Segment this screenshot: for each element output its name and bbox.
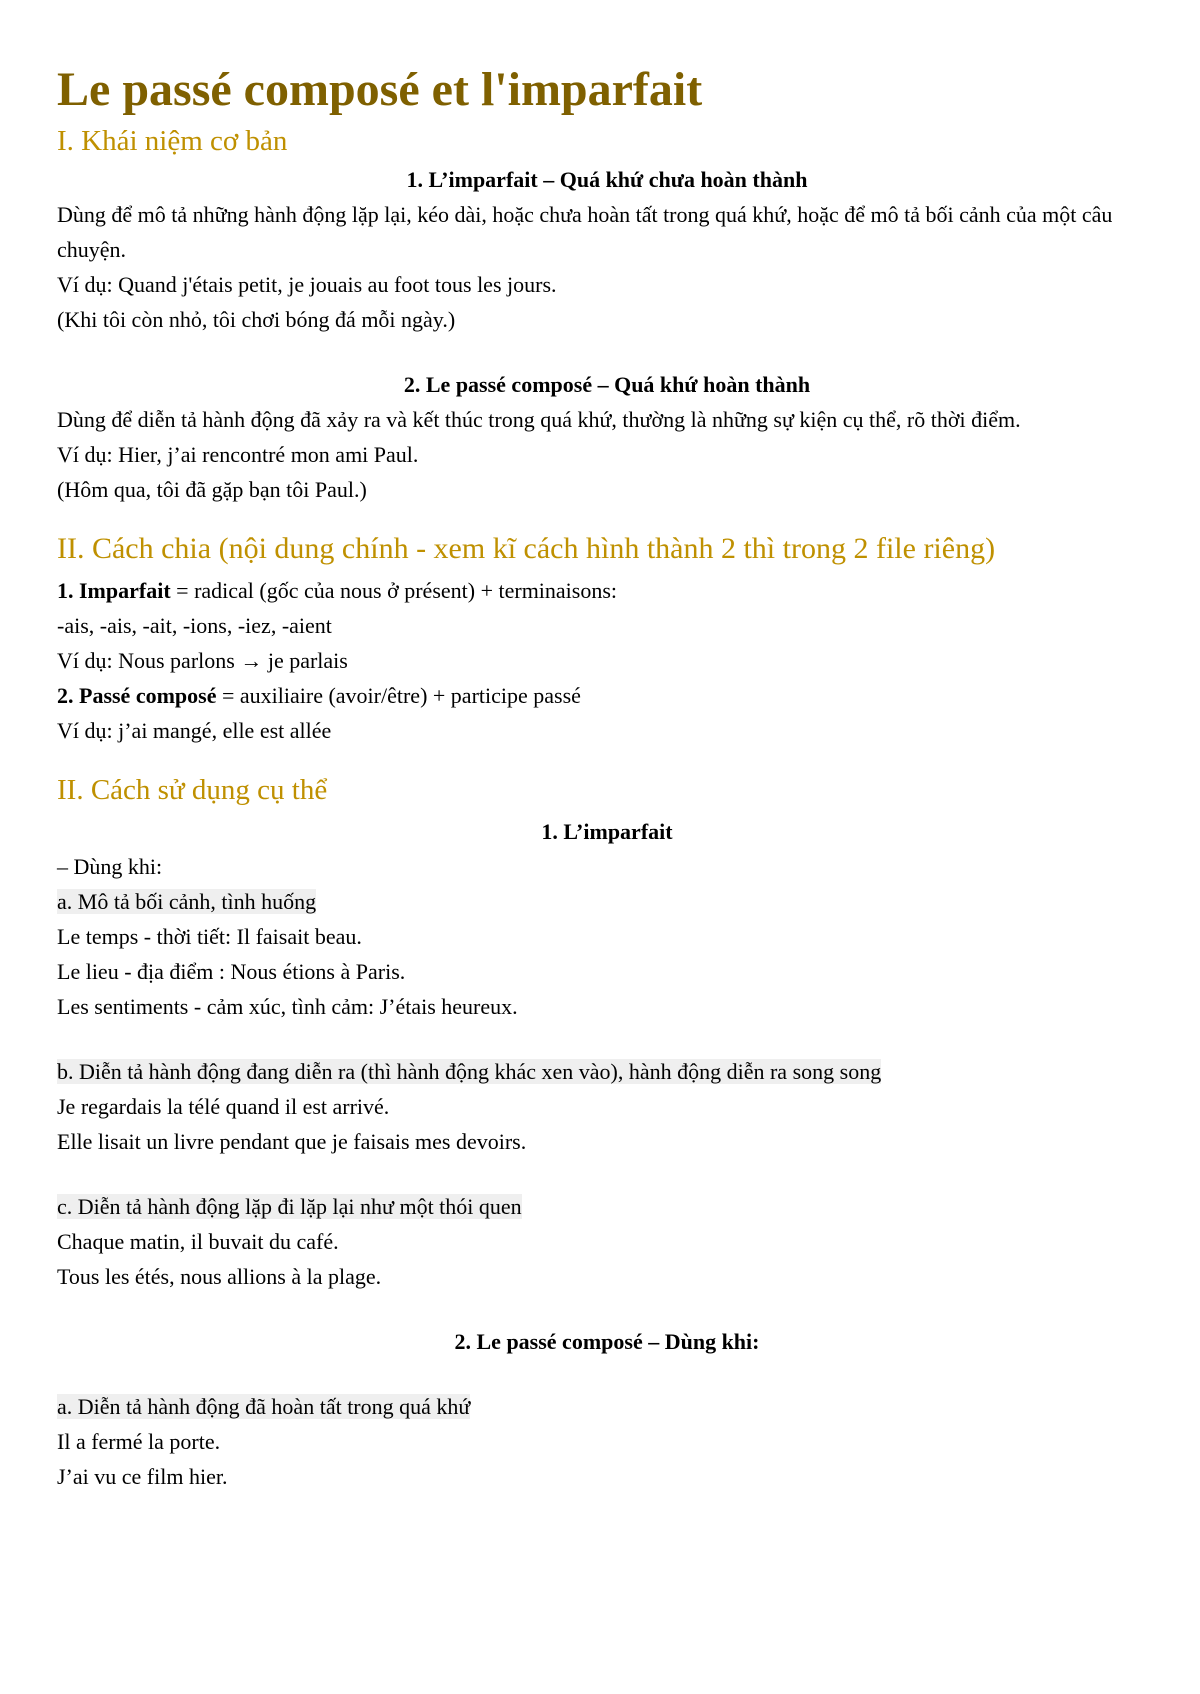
imparfait-endings: -ais, -ais, -ait, -ions, -iez, -aient	[57, 613, 332, 638]
document-page	[57, 60, 1157, 1494]
imparfait-usage-intro: – Dùng khi:	[57, 854, 163, 879]
usage-b-line: Je regardais la télé quand il est arrivé.	[57, 1094, 390, 1119]
usage-c-line: Chaque matin, il buvait du café.	[57, 1229, 339, 1254]
pc-usage-a-line: J’ai vu ce film hier.	[57, 1464, 228, 1489]
passe-compose-description: Dùng để diễn tả hành động đã xảy ra và kết thúc trong quá khứ, thường là những sự kiện cụ thể, rõ thời điểm.	[57, 407, 1021, 432]
usage-a-line: Le temps - thời tiết: Il faisait beau.	[57, 924, 362, 949]
pc-usage-a-title	[57, 1389, 1157, 1424]
imparfait-formula-label: 1. Imparfait	[57, 578, 171, 603]
subheading-imparfait-concept: 1. L’imparfait – Quá khứ chưa hoàn thành	[406, 167, 808, 192]
usage-c-title-text: c. Diễn tả hành động lặp đi lặp lại như một thói quen	[57, 1194, 522, 1219]
subheading-passe-compose-usage: 2. Le passé composé – Dùng khi:	[454, 1329, 760, 1354]
imparfait-translation: (Khi tôi còn nhỏ, tôi chơi bóng đá mỗi ngày.)	[57, 307, 456, 332]
usage-a-title	[57, 884, 1157, 919]
section-heading-usage: II. Cách sử dụng cụ thể	[57, 774, 328, 806]
usage-b-title	[57, 1054, 1157, 1089]
usage-a-line: Le lieu - địa điểm : Nous étions à Paris.	[57, 959, 406, 984]
passe-compose-formula-line	[57, 678, 1157, 713]
document-title: Le passé composé et l'imparfait	[57, 63, 703, 116]
pc-usage-a-title-text: a. Diễn tả hành động đã hoàn tất trong quá khứ	[57, 1394, 471, 1419]
pc-usage-a-line: Il a fermé la porte.	[57, 1429, 221, 1454]
usage-a-line: Les sentiments - cảm xúc, tình cảm: J’étais heureux.	[57, 994, 518, 1019]
usage-b-line: Elle lisait un livre pendant que je faisais mes devoirs.	[57, 1129, 527, 1154]
imparfait-formula-line	[57, 573, 1157, 608]
usage-a-title-text: a. Mô tả bối cảnh, tình huống	[57, 889, 317, 914]
section-heading-basic-concepts: I. Khái niệm cơ bản	[57, 125, 288, 157]
imparfait-conjugation-example: Ví dụ: Nous parlons → je parlais	[57, 648, 348, 673]
passe-compose-formula-label: 2. Passé composé	[57, 683, 217, 708]
passe-compose-example: Ví dụ: Hier, j’ai rencontré mon ami Paul.	[57, 442, 419, 467]
usage-c-line: Tous les étés, nous allions à la plage.	[57, 1264, 382, 1289]
subheading-imparfait-usage: 1. L’imparfait	[541, 819, 673, 844]
imparfait-formula-text: = radical (gốc của nous ở présent) + terminaisons:	[170, 578, 618, 603]
usage-b-title-text: b. Diễn tả hành động đang diễn ra (thì hành động khác xen vào), hành động diễn ra song song	[57, 1059, 882, 1084]
imparfait-description: Dùng để mô tả những hành động lặp lại, kéo dài, hoặc chưa hoàn tất trong quá khứ, hoặc để mô tả bối cảnh của một câu chuyện.	[57, 202, 1113, 262]
passe-compose-conjugation-example: Ví dụ: j’ai mangé, elle est allée	[57, 718, 332, 743]
section-heading-conjugation: II. Cách chia (nội dung chính - xem kĩ cách hình thành 2 thì trong 2 file riêng)	[57, 532, 996, 565]
imparfait-example: Ví dụ: Quand j'étais petit, je jouais au foot tous les jours.	[57, 272, 557, 297]
passe-compose-formula-text: = auxiliaire (avoir/être) + participe passé	[216, 683, 581, 708]
passe-compose-translation: (Hôm qua, tôi đã gặp bạn tôi Paul.)	[57, 477, 367, 502]
usage-c-title	[57, 1189, 1157, 1224]
subheading-passe-compose-concept: 2. Le passé composé – Quá khứ hoàn thành	[403, 372, 811, 397]
